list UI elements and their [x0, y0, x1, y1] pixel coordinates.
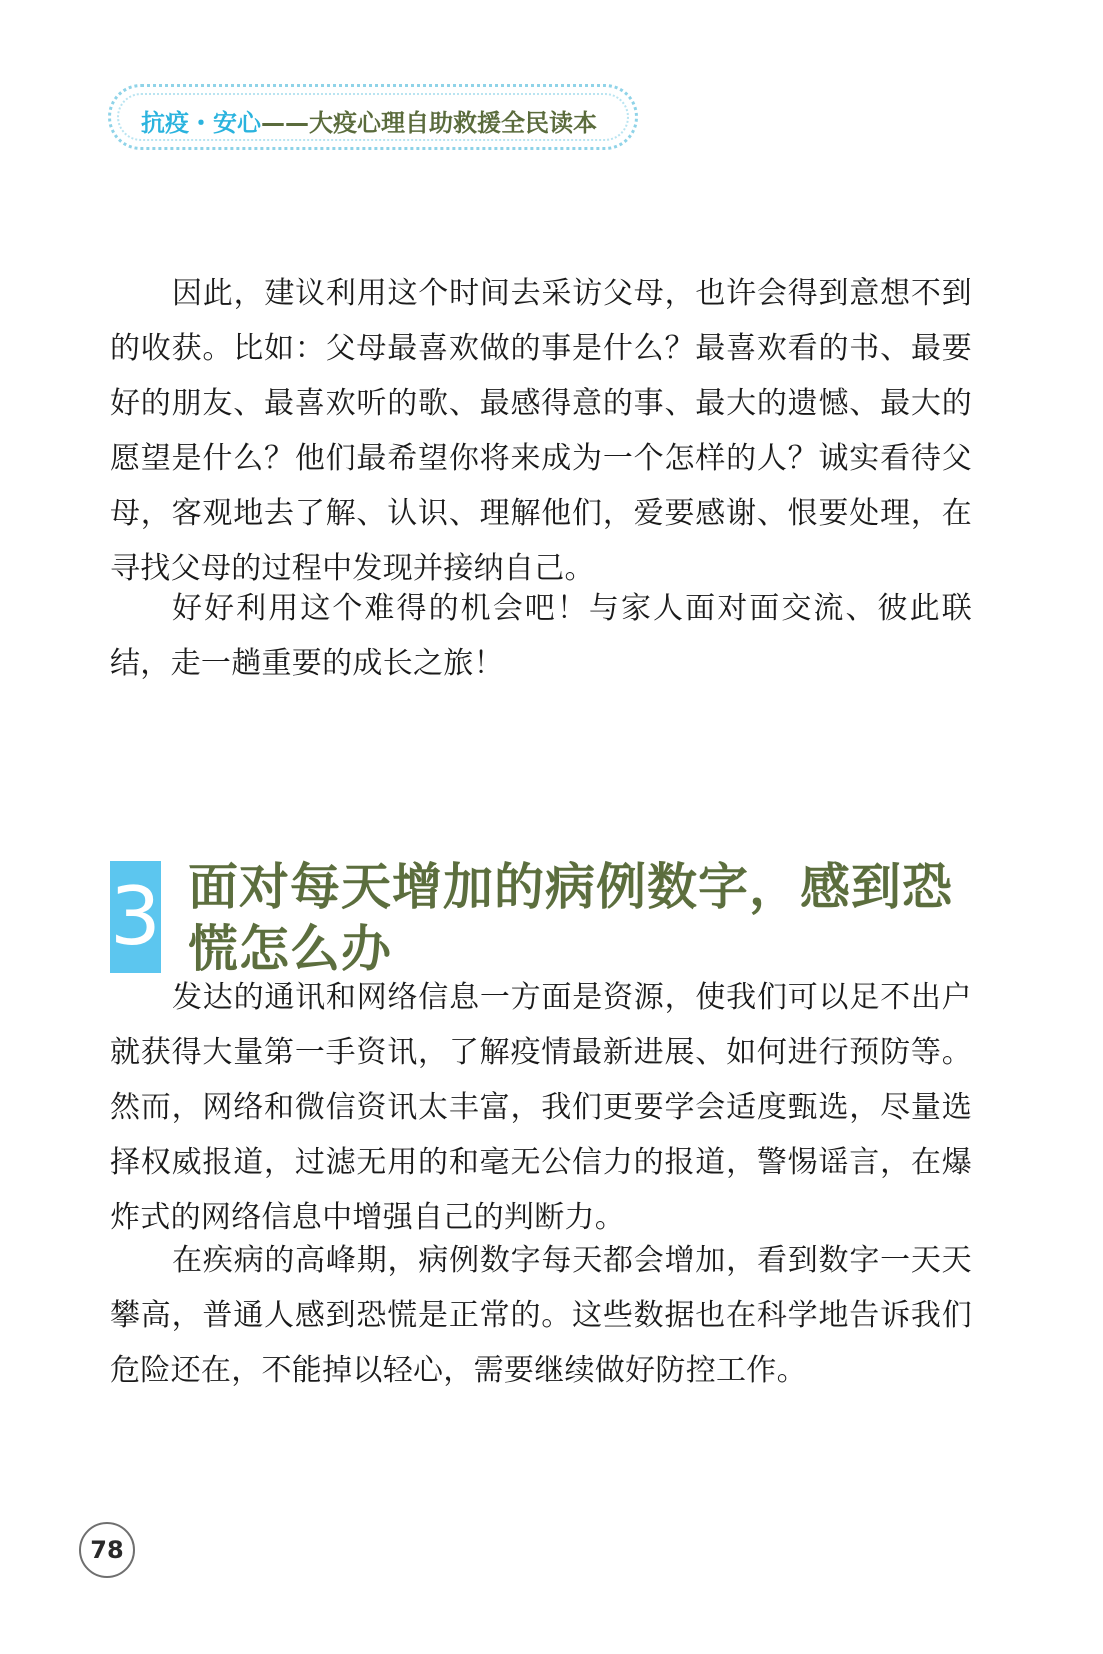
- book-subtitle: ——大疫心理自助救援全民读本: [261, 109, 597, 137]
- paragraph-growth-journey: 好好利用这个难得的机会吧！与家人面对面交流、彼此联结，走一趟重要的成长之旅！: [110, 591, 972, 681]
- section-number: 3: [110, 861, 161, 973]
- running-header: [108, 84, 638, 150]
- paragraph-interview-parents: 因此，建议利用这个时间去采访父母，也许会得到意想不到的收获。比如：父母最喜欢做的事是什么？最喜欢看的书、最要好的朋友、最喜欢听的歌、最感得意的事、最大的遗憾、最大的愿望是什么？他们最希望你将来成为一个怎样的人？诚实看待父母，客观地去了解、认识、理解他们，爱要感谢、恨要处理，在寻找父母的过程中发现并接纳自己。: [110, 276, 972, 586]
- paragraph-network-information: 发达的通讯和网络信息一方面是资源，使我们可以足不出户就获得大量第一手资讯，了解疫情最新进展、如何进行预防等。然而，网络和微信资讯太丰富，我们更要学会适度甄选，尽量选择权威报道，过滤无用的和毫无公信力的报道，警惕谣言，在爆炸式的网络信息中增强自己的判断力。: [110, 980, 972, 1235]
- running-header-title: [141, 103, 597, 138]
- section-heading: 面对每天增加的病例数字，感到恐慌怎么办: [188, 857, 953, 978]
- page-number: 78: [79, 1522, 135, 1578]
- paragraph-case-numbers: 在疾病的高峰期，病例数字每天都会增加，看到数字一天天攀高，普通人感到恐慌是正常的。这些数据也在科学地告诉我们危险还在，不能掉以轻心，需要继续做好防控工作。: [110, 1243, 972, 1388]
- series-name: 抗疫・安心: [141, 109, 261, 137]
